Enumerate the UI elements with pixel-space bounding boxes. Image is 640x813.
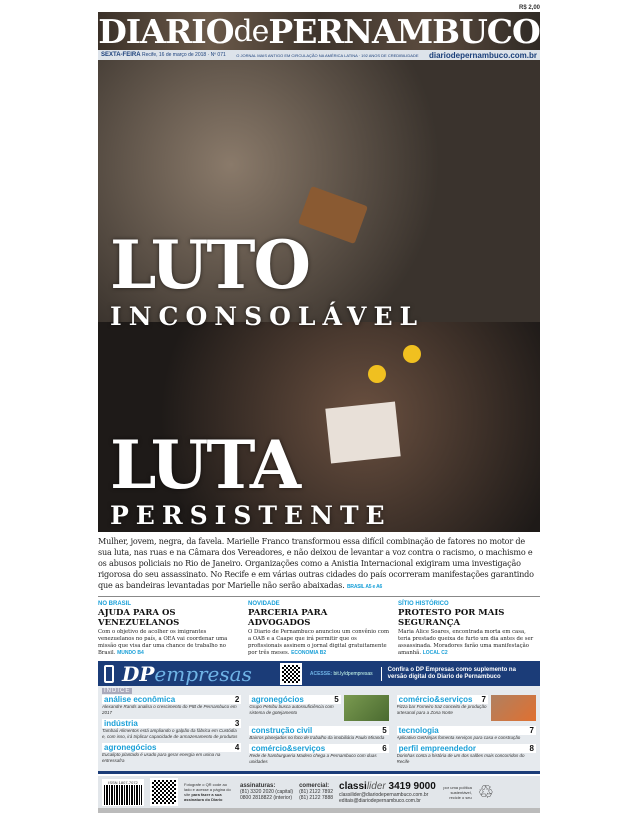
index-section-title: indústria [104, 719, 138, 728]
classi-logo: classi [339, 780, 367, 792]
email[interactable]: editais@diariodepernambuco.com.br [339, 797, 421, 804]
sunflower [368, 365, 386, 383]
classilider [339, 781, 436, 804]
story [398, 601, 540, 657]
index-page: 7 [481, 695, 486, 704]
index-page: 2 [234, 695, 240, 704]
barcode-block [102, 779, 144, 806]
access-label: ACESSE: [309, 670, 333, 677]
date-bar [98, 50, 540, 60]
story-text: O Diario de Pernambuco anunciou um convênio com a OAB e a Caape que irá permitir que os profissionais assinem o jornal digital gratuitamente por três meses. [248, 629, 389, 656]
divider [98, 596, 540, 597]
story-kicker: NO BRASIL [98, 601, 131, 607]
protest-sign [325, 401, 400, 463]
subscriptions [240, 783, 293, 801]
recycle-text: por uma política sustentável, recicle o seu [443, 784, 472, 800]
subs-label: assinaturas: [240, 783, 276, 789]
headline-1: LUTO [110, 226, 309, 304]
subscription-qr-code[interactable] [150, 778, 178, 806]
story-kicker: NOVIDADE [248, 601, 280, 607]
classi-logo: lider [366, 780, 386, 792]
front-page [98, 5, 540, 813]
index-thumbnail [491, 695, 536, 721]
index-section-title: comércio&serviços [251, 744, 326, 753]
index-label: ÍNDICE [104, 688, 131, 694]
secondary-stories [98, 601, 540, 657]
access-link[interactable] [310, 671, 373, 677]
story [98, 601, 240, 657]
index-section-title: comércio&serviços [398, 695, 473, 704]
story-title: PROTESTO POR MAIS SEGURANÇA [398, 608, 505, 628]
price: R$ 2,00 [518, 5, 540, 11]
cover-photo [98, 60, 540, 532]
index-desc: Tambaú Alimentos está ampliando o galpão da fábrica em Custódia e, com isso, irá triplicar capacidade de armazenamento de produtos [102, 728, 238, 739]
phone: (81) 2122 7892 [299, 789, 334, 795]
index-thumbnail [344, 695, 389, 721]
phone: 0800 2818822 (interior) [240, 795, 292, 801]
story-ref: LOCAL C2 [422, 650, 448, 656]
index-item[interactable] [102, 719, 241, 740]
headline-2-sub: PERSISTENTE [110, 501, 392, 530]
recycle-icon: ♲ [477, 781, 494, 802]
index-section [98, 686, 540, 774]
index-column [397, 695, 536, 768]
logo-part: empresas [154, 661, 252, 686]
story-title: AJUDA PARA OS VENEZUELANOS [98, 608, 180, 628]
index-section-title: perfil empreendedor [398, 744, 477, 753]
index-section-title: agronegócios [104, 743, 157, 752]
index-desc: Dorinhas conta a história de um dos salões mais concorridos do Recife [396, 753, 525, 764]
dp-empresas-banner [98, 661, 540, 686]
index-desc: Rede de hamburgueria Madero chega a Pernambuco com duas unidades [249, 753, 377, 764]
index-item[interactable] [249, 695, 388, 723]
index-section-title: construção civil [251, 726, 313, 735]
qr-text: Fotografe o QR code ao lado e acesse a página do site [184, 782, 231, 797]
index-page: 5 [382, 726, 387, 735]
lead-ref: BRASIL A5 e A6 [347, 584, 383, 590]
lead-text: Mulher, jovem, negra, da favela. Marielle Franco transformou essa difícil combinação de fatores no motor de sua luta, nas ruas e na Câmara dos Vereadores, e não deixou de levantar a voz contra o racismo, o machismo e os abusos policiais no Rio de Janeiro. Organizações como a Anistia Internacional exigiram uma investigação rigorosa do seu assassinato. No Recife e em várias outras cidades do país ocorreram manifestações garantindo que as bandeiras levantadas por Marielle não serão abaixadas. [98, 536, 534, 590]
index-page: 8 [529, 744, 534, 753]
index-desc: Grupo Petribu busca autossuficiência com sistema de gotejamento [249, 704, 334, 715]
index-column [102, 695, 241, 768]
access-url: bit.ly/dpempresas [333, 670, 373, 677]
dp-empresas-logo [122, 662, 252, 686]
index-page: 6 [382, 744, 387, 753]
smartphone-icon [104, 665, 114, 683]
index-section-title: agronegócios [251, 695, 304, 704]
index-item[interactable] [102, 743, 241, 764]
site-link[interactable]: diariodepernambuco.com.br [428, 50, 537, 60]
weekday: SEXTA-FEIRA [101, 52, 141, 58]
masthead-logo [98, 12, 540, 50]
index-page: 5 [334, 695, 339, 704]
classi-phone: 3419 9000 [388, 780, 436, 792]
lead-story [98, 536, 540, 593]
index-desc: Bairros planejados no foco de trabalho da imobiliária Paulo Miranda [249, 735, 385, 740]
index-section-title: análise econômica [104, 695, 176, 704]
index-section-title: tecnologia [398, 726, 439, 735]
index-item[interactable] [249, 726, 388, 741]
index-page: 4 [234, 743, 240, 752]
index-item[interactable] [397, 744, 536, 765]
index-desc: Alexandre Rands analisa o crescimento do PIB de Pernambuco em 2017 [102, 704, 237, 715]
story-ref: MUNDO B4 [117, 650, 144, 656]
index-item[interactable] [397, 695, 536, 723]
story-title: PARCERIA PARA ADVOGADOS [248, 608, 328, 628]
qr-note [184, 782, 234, 802]
headline-1-sub: INCONSOLÁVEL [110, 302, 425, 331]
commercial [299, 783, 333, 801]
index-page: 7 [529, 726, 534, 735]
story [248, 601, 390, 657]
story-ref: ECONOMIA B2 [291, 650, 327, 656]
com-label: comercial: [299, 783, 330, 789]
issn: ISSN 1807-7072 [108, 779, 138, 785]
index-item[interactable] [249, 744, 388, 765]
logo-part: DP [122, 661, 155, 686]
index-page: 3 [234, 719, 240, 728]
qr-cta: para fazer a sua assinatura do Diario [184, 792, 223, 802]
story-kicker: SÍTIO HISTÓRICO [398, 601, 449, 607]
index-item[interactable] [102, 695, 241, 716]
logo-part: PERNAMBUCO [268, 11, 540, 51]
headline-2: LUTA [110, 426, 300, 504]
edition-date: Recife, 16 de março de 2018 · Nº 071 [141, 52, 226, 58]
phone: (81) 2122 7888 [299, 795, 334, 801]
index-desc: Aplicativo GetNinjas fomenta serviços para casa e construção [396, 735, 521, 740]
barcode [104, 785, 142, 805]
logo-part: DIARIO [98, 11, 234, 51]
phone: (81) 3320 2020 (capital) [240, 789, 294, 795]
sunflower [403, 345, 421, 363]
index-desc: Pizza bar Forneiro traz conceito de produção artesanal para a Zona Norte [396, 704, 487, 715]
story-text: Maria Alice Soares, encontrada morta em casa, teria prestado queixa de furto um dia antes de ser assassinada. Moradores farão uma manifestação amanhã. [398, 629, 534, 656]
qr-code[interactable] [280, 663, 302, 685]
index-desc: Eucalipto plantado é usado para gerar energia em usina na entressafra [102, 752, 221, 763]
footer [98, 776, 540, 813]
dp-confira: Confira o DP Empresas como suplemento na versão digital do Diario de Pernambuco [381, 667, 521, 681]
slogan: O JORNAL MAIS ANTIGO EM CIRCULAÇÃO NA AMÉRICA LATINA · 192 ANOS DE CREDIBILIDADE [236, 52, 419, 58]
story-text: Com o objetivo de acolher os imigrantes venezuelanos no país, a OEA vai coordenar uma missão que visa dar uma chance de trabalho no Brasil. [98, 629, 228, 656]
logo-part: de [233, 13, 269, 49]
index-column [249, 695, 388, 768]
email[interactable]: classilider@diariodepernambuco.com.br [339, 791, 429, 798]
index-item[interactable] [397, 726, 536, 741]
